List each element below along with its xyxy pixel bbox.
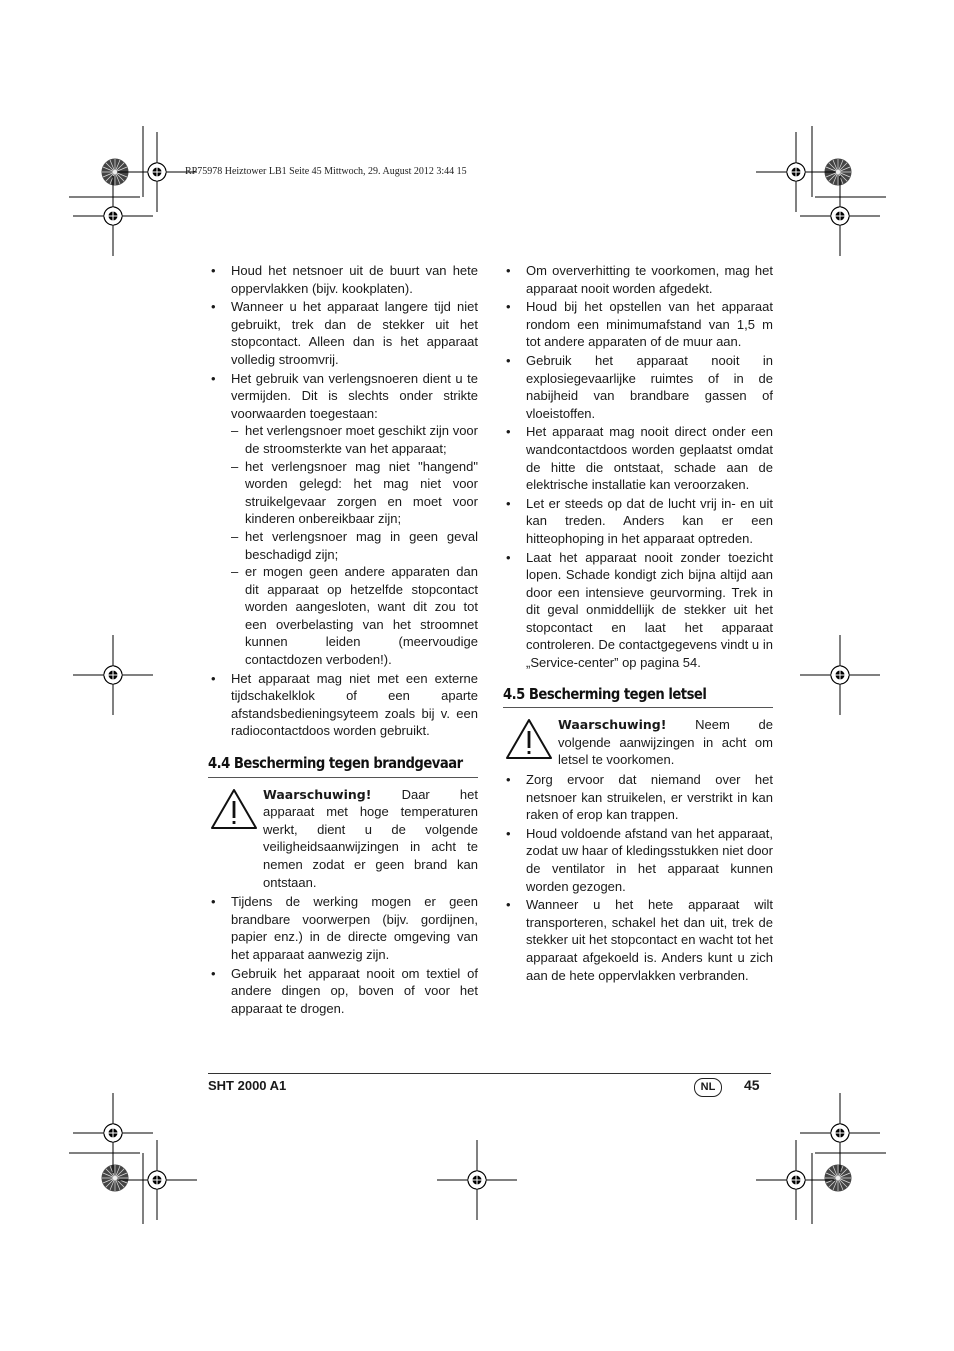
list-item-text: Het gebruik van verlengsnoeren dient u te vermijden. Dit is slechts onder strikte voorwaarden toegestaan: — [231, 370, 478, 421]
right-column — [503, 262, 773, 985]
list-item — [208, 670, 478, 740]
section-title: 4.4 Bescherming tegen brandgevaar — [208, 754, 463, 773]
list-item: • Het apparaat mag nooit direct onder een wandcontactdoos worden geplaatst omdat de hitte die ontstaat, schade aan de elektrische installatie kan veroorzaken. — [503, 423, 773, 493]
left-column — [208, 262, 478, 1018]
list-item: • Houd voldoende afstand van het apparaat, zodat uw haar of kledingsstukken niet door de ventilator in het apparaat kunnen worden gezogen. — [503, 825, 773, 895]
page-number: 45 — [744, 1077, 760, 1093]
sub-list-item: – het verlengsnoer mag in geen geval beschadigd zijn; — [231, 528, 478, 563]
list-item: • Gebruik het apparaat nooit in explosiegevaarlijke ruimtes of in de nabijheid van brandbare gassen of vloeistoffen. — [503, 352, 773, 422]
sub-list — [231, 422, 478, 668]
list-item: • Let er steeds op dat de lucht vrij in- en uit kan treden. Anders kan er een hitteophoping in het apparaat optreden. — [503, 495, 773, 548]
footer-model: SHT 2000 A1 — [208, 1078, 287, 1093]
sub-list-item: – het verlengsnoer moet geschikt zijn voor de stroomsterkte van het apparaat; — [231, 422, 478, 457]
list-item — [208, 370, 478, 669]
list-item: • Zorg ervoor dat niemand over het netsnoer kan struikelen, er verstrikt in kan raken of erop kan trappen. — [503, 771, 773, 824]
list-item: • Houd bij het opstellen van het apparaat rondom een minimumafstand van 1,5 m tot andere apparaten of de muur aan. — [503, 298, 773, 351]
footer-divider — [208, 1073, 771, 1074]
list-item-text: Wanneer u het apparaat langere tijd niet gebruikt, trek dan de stekker uit het stopcontact. Alleen dan is het apparaat volledig stroomvrij. — [231, 299, 478, 367]
list-item: • Laat het apparaat nooit zonder toezicht lopen. Schade kondigt zich bijna altijd aan door een intensieve geurvorming. Trek in dit geval onmiddellijk de stekker uit het stopcontact en laat het apparaat controleren. De contactgegevens vindt u in „Service-center” op pagina 54. — [503, 549, 773, 672]
bullet-list — [503, 771, 773, 984]
section-divider — [503, 707, 773, 708]
sub-list-item: – het verlengsnoer mag niet "hangend" worden gelegd: het mag niet voor struikelgevaar zorgen en moet voor kinderen onbereikbaar zijn; — [231, 458, 478, 528]
list-item: • Wanneer u het hete apparaat wilt transporteren, schakel het dan uit, trek de stekker uit het stopcontact en wacht tot het apparaat afgekoeld is. Anders kunt u zich aan de hete oppervlakken verbranden. — [503, 896, 773, 984]
bullet-list — [208, 893, 478, 1017]
list-item — [208, 262, 478, 297]
warning-block — [503, 716, 773, 769]
bullet-list — [208, 262, 478, 740]
list-item-text: Het apparaat mag niet met een externe tijdschakelklok of een aparte afstandsbedieningsyteem zoals bij v. een radiocontactdoos worden gebruikt. — [231, 670, 478, 739]
sub-list-item: – er mogen geen andere apparaten dan dit apparaat op hetzelfde stopcontact worden aangesloten, want dit zou tot een overbelasting van het stroomnet kunnen leiden (meervoudige contactdozen verboden!). — [231, 563, 478, 669]
warning-triangle-icon — [210, 788, 258, 830]
list-item: • Tijdens de werking mogen er geen brandbare voorwerpen (bijv. gordijnen, papier enz.) in de directe omgeving van het apparaat aanwezig zijn. — [208, 893, 478, 963]
warning-triangle-icon — [505, 718, 553, 760]
warning-label: Waarschuwing! — [263, 786, 372, 802]
print-header: RP75978 Heiztower LB1 Seite 45 Mittwoch, 29. August 2012 3:44 15 — [185, 166, 467, 177]
warning-label: Waarschuwing! — [558, 717, 667, 733]
warning-text: Neem de volgende aanwijzingen in acht om letsel te voorkomen. — [558, 717, 773, 768]
warning-block — [208, 786, 478, 892]
warning-text: Daar het apparaat met hoge temperaturen werkt, dient u de volgende veiligheidsaanwijzingen in acht te nemen zodat er geen brand kan ontstaan. — [263, 786, 478, 890]
list-item: • Om oververhitting te voorkomen, mag het apparaat nooit worden afgedekt. — [503, 262, 773, 297]
list-item — [208, 298, 478, 368]
language-badge: NL — [694, 1078, 722, 1097]
list-item: • Gebruik het apparaat nooit om textiel of andere dingen op, boven of voor het apparaat te drogen. — [208, 965, 478, 1018]
bullet-list — [503, 262, 773, 672]
list-item-text: Houd het netsnoer uit de buurt van hete oppervlakken (bijv. kookplaten). — [231, 263, 478, 296]
section-divider — [208, 777, 478, 778]
section-title: 4.5 Bescherming tegen letsel — [503, 684, 707, 703]
